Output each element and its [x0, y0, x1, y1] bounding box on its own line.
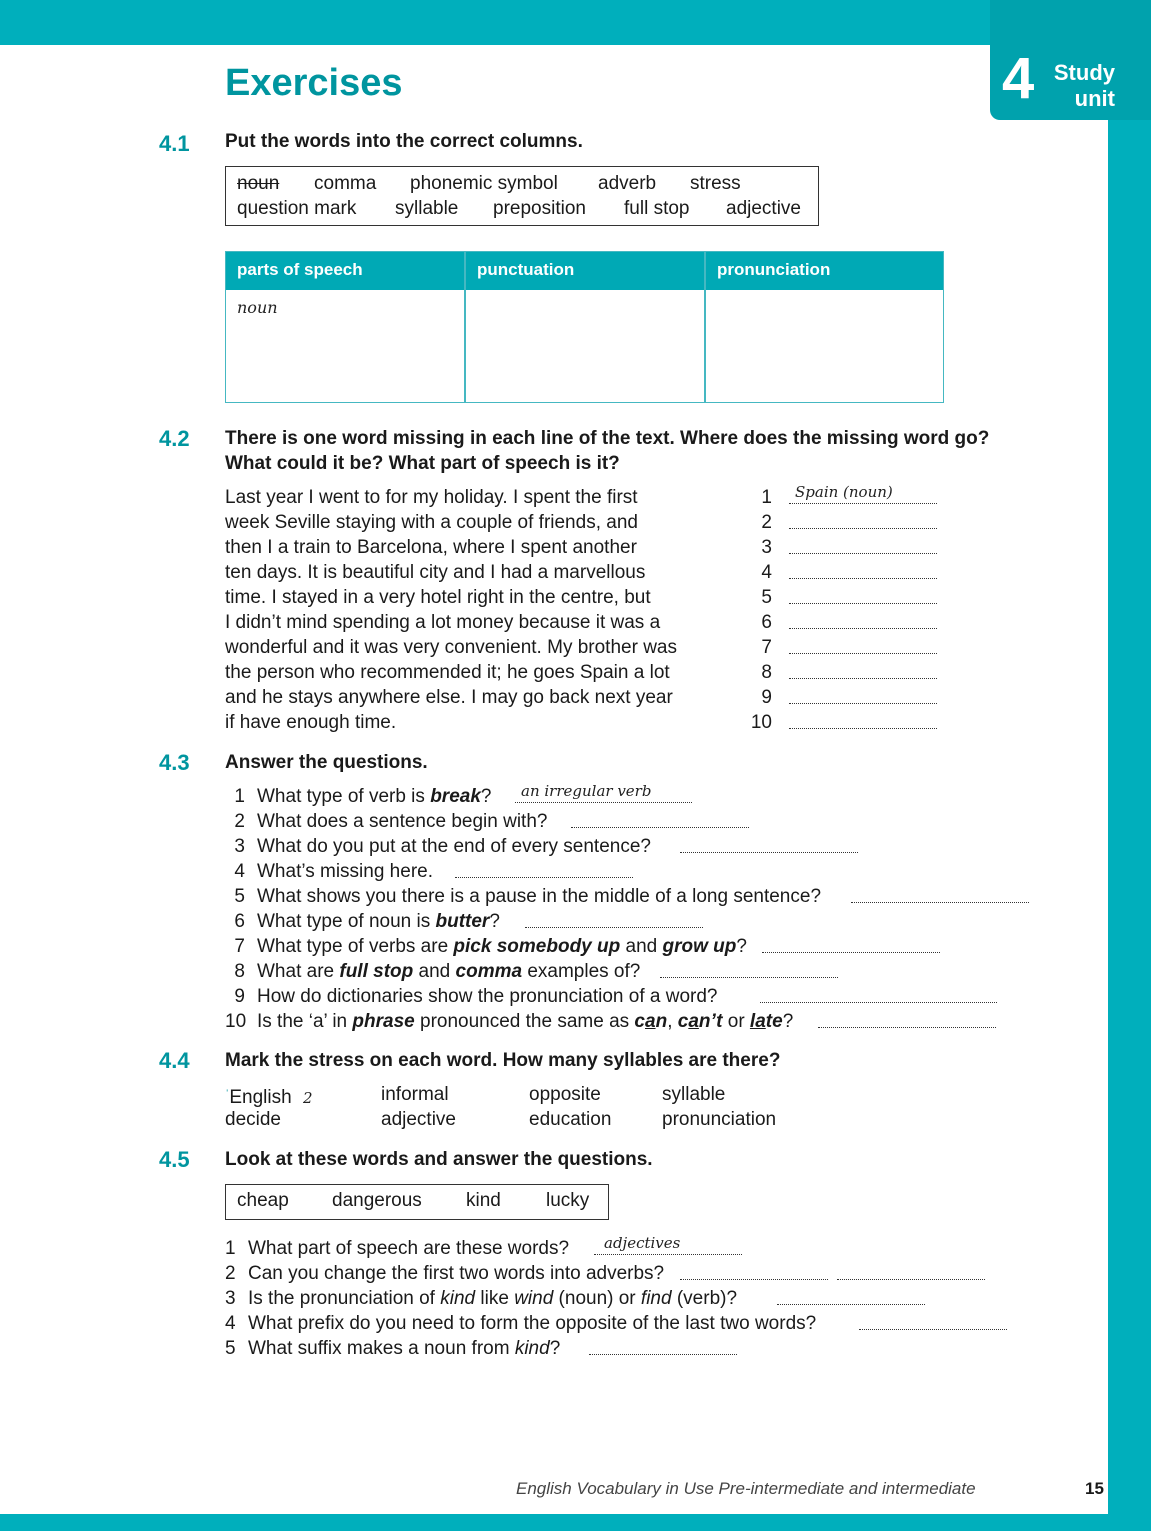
text-line: the person who recommended it; he goes Spain a lot: [225, 662, 670, 683]
word-item: $^ˈ$English 2: [225, 1087, 313, 1108]
word-item: pronunciation: [662, 1109, 777, 1130]
top-band: [0, 0, 1151, 45]
column-header-pronunciation: pronunciation: [706, 252, 943, 290]
question-item: 8 What are full stop and comma examples of?: [234, 961, 641, 982]
answer-line[interactable]: [789, 528, 937, 529]
word-item: phonemic symbol: [410, 173, 558, 194]
column-header-parts-of-speech: parts of speech: [226, 252, 465, 290]
answer-line[interactable]: [680, 1279, 828, 1280]
text-line: time. I stayed in a very hotel right in the centre, but: [225, 587, 651, 608]
word-item: lucky: [546, 1190, 590, 1211]
answer-line[interactable]: [851, 902, 1029, 903]
answer-line[interactable]: [515, 802, 692, 803]
question-item: 3 What do you put at the end of every sentence?: [234, 836, 651, 857]
answer-number: 4: [761, 562, 772, 583]
answer-number: 6: [761, 612, 772, 633]
book-title-footer: English Vocabulary in Use Pre-intermediate and intermediate: [516, 1479, 976, 1498]
word-box-4-5: [225, 1184, 609, 1220]
example-answer-4-5: adjectives: [604, 1234, 681, 1252]
answer-line[interactable]: [789, 603, 937, 604]
answer-line[interactable]: [789, 503, 937, 504]
question-item: 4 What’s missing here.: [234, 861, 433, 882]
text-line: if have enough time.: [225, 712, 397, 733]
word-item: kind: [466, 1190, 501, 1211]
answer-line[interactable]: [789, 628, 937, 629]
page-number: 15: [1085, 1479, 1104, 1498]
instruction-4-2: There is one word missing in each line of the text. Where does the missing word go? What could it be? What part of speech is it?: [225, 428, 990, 474]
word-item: adverb: [598, 173, 657, 194]
question-item: 6 What type of noun is butter?: [234, 911, 500, 932]
word-item: stress: [690, 173, 741, 194]
example-syllable-count: 2: [302, 1089, 313, 1107]
answer-line[interactable]: [837, 1279, 985, 1280]
exercise-number-4-3: 4.3: [159, 750, 190, 775]
answer-line[interactable]: [589, 1354, 737, 1355]
answer-line[interactable]: [455, 877, 633, 878]
text-line: Last year I went to for my holiday. I spent the first: [225, 487, 638, 508]
answer-line[interactable]: [525, 927, 703, 928]
answer-line[interactable]: [789, 553, 937, 554]
answer-line[interactable]: [760, 1002, 997, 1003]
question-item: 5 What suffix makes a noun from kind?: [225, 1338, 561, 1359]
exercise-number-4-4: 4.4: [159, 1048, 190, 1073]
word-item: adjective: [381, 1109, 456, 1130]
answer-number: 7: [761, 637, 772, 658]
word-item: syllable: [662, 1084, 726, 1105]
text-line: wonderful and it was very convenient. My brother was: [225, 637, 677, 658]
columns-table: [225, 251, 944, 403]
answer-line[interactable]: [680, 852, 858, 853]
answer-line[interactable]: [818, 1027, 996, 1028]
unit-label: Study unit: [1053, 60, 1115, 111]
exercise-number-4-2: 4.2: [159, 426, 190, 451]
text-line: and he stays anywhere else. I may go back next year: [225, 687, 673, 708]
answer-line[interactable]: [762, 952, 940, 953]
unit-number: 4: [1002, 46, 1035, 111]
answer-line[interactable]: [789, 578, 937, 579]
question-item: 2 Can you change the first two words into adverbs?: [225, 1263, 665, 1284]
question-item: 9 How do dictionaries show the pronunciation of a word?: [234, 986, 718, 1007]
answer-line[interactable]: [859, 1329, 1007, 1330]
word-item: comma: [314, 173, 377, 194]
answer-number: 8: [761, 662, 772, 683]
word-item: full stop: [624, 198, 690, 219]
answer-line[interactable]: [777, 1304, 925, 1305]
text-line: ten days. It is beautiful city and I had a marvellous: [225, 562, 646, 583]
answer-line[interactable]: [789, 703, 937, 704]
example-entry: noun: [237, 298, 278, 317]
question-item: 5 What shows you there is a pause in the middle of a long sentence?: [234, 886, 822, 907]
answer-number: 1: [761, 487, 772, 508]
column-header-punctuation: punctuation: [466, 252, 706, 290]
word-item: cheap: [237, 1190, 289, 1211]
stress-mark: ˈ: [225, 1087, 230, 1102]
instruction-4-3: Answer the questions.: [225, 752, 428, 773]
column-divider: [704, 252, 706, 402]
word-item: noun: [237, 173, 280, 194]
question-item: 7 What type of verbs are pick somebody up and grow up?: [234, 936, 747, 957]
word-item: question mark: [237, 198, 357, 219]
word-item: dangerous: [332, 1190, 422, 1211]
answer-line[interactable]: [789, 728, 937, 729]
text-line: I didn’t mind spending a lot money because it was a: [225, 612, 661, 633]
answer-number: 3: [761, 537, 772, 558]
answer-number: 9: [761, 687, 772, 708]
exercise-number-4-5: 4.5: [159, 1147, 190, 1172]
text-line: then I a train to Barcelona, where I spent another: [225, 537, 637, 558]
answer-line[interactable]: [594, 1254, 742, 1255]
answer-line[interactable]: [789, 678, 937, 679]
word-item: preposition: [493, 198, 586, 219]
example-answer-4-2: Spain (noun): [795, 483, 893, 501]
word-item: informal: [381, 1084, 449, 1105]
instruction-4-4: Mark the stress on each word. How many syllables are there?: [225, 1050, 781, 1071]
question-item: 1 What part of speech are these words?: [225, 1238, 570, 1259]
question-item: 3 Is the pronunciation of kind like wind (noun) or find (verb)?: [225, 1288, 738, 1309]
instruction-4-5: Look at these words and answer the questions.: [225, 1149, 653, 1170]
answer-number: 5: [761, 587, 772, 608]
question-item: 1 What type of verb is break?: [234, 786, 492, 807]
word-item: adjective: [726, 198, 801, 219]
study-unit-tab: [990, 0, 1151, 120]
question-item: 10 Is the ‘a’ in phrase pronounced the same as can, can’t or late?: [225, 1011, 794, 1032]
word-item: education: [529, 1109, 612, 1130]
bottom-band: [0, 1514, 1151, 1531]
question-item: 4 What prefix do you need to form the opposite of the last two words?: [225, 1313, 817, 1334]
right-band: [1108, 0, 1151, 1531]
answer-number: 10: [750, 712, 772, 733]
answer-line[interactable]: [571, 827, 749, 828]
word-item: opposite: [529, 1084, 601, 1105]
answer-line[interactable]: [660, 977, 838, 978]
column-divider: [464, 252, 466, 402]
question-item: 2 What does a sentence begin with?: [234, 811, 548, 832]
word-item: syllable: [395, 198, 459, 219]
instruction-4-1: Put the words into the correct columns.: [225, 131, 583, 152]
word-box-4-1: [225, 166, 819, 226]
example-answer-4-3: an irregular verb: [521, 782, 652, 800]
page-title: Exercises: [225, 62, 403, 104]
answer-line[interactable]: [789, 653, 937, 654]
text-line: week Seville staying with a couple of friends, and: [225, 512, 638, 533]
word-item: decide: [225, 1109, 281, 1130]
answer-number: 2: [761, 512, 772, 533]
exercise-number-4-1: 4.1: [159, 131, 190, 156]
